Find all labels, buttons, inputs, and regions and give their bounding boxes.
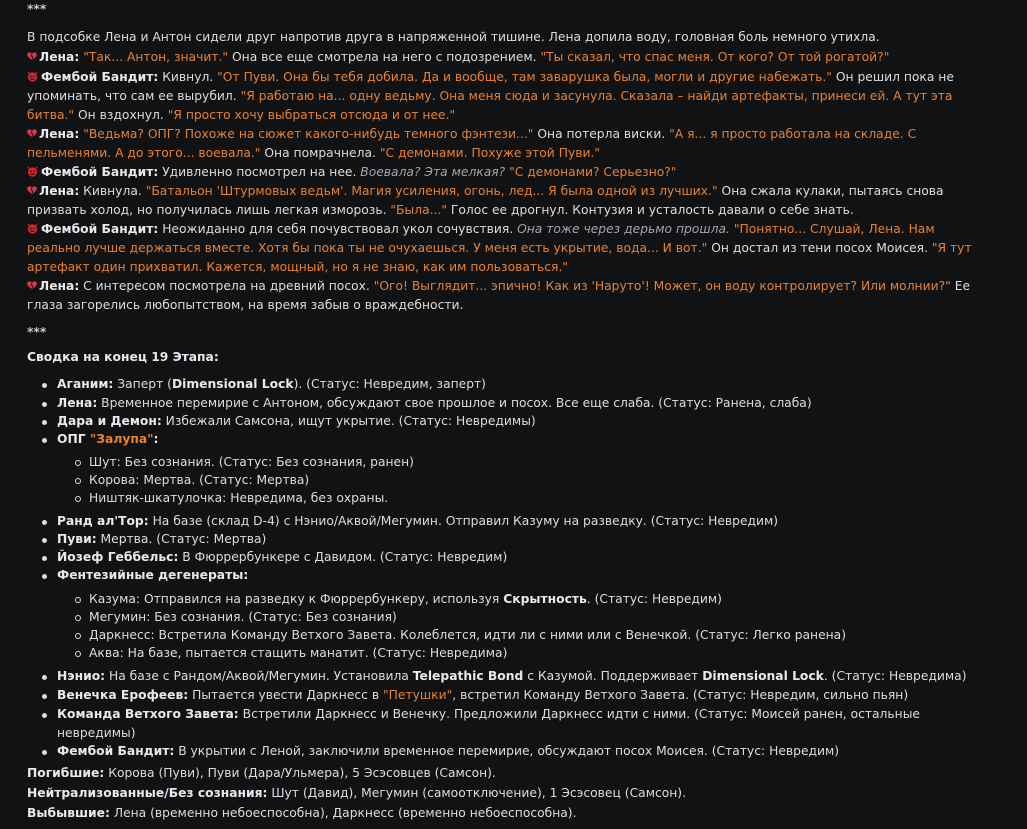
item-text: В Фюррербункере с Давидом. (Статус: Невредим) xyxy=(178,550,508,564)
devil-face-icon xyxy=(27,223,38,234)
item-bold: Скрытность xyxy=(503,592,587,606)
quote: "Была..." xyxy=(390,203,447,217)
item-colon: : xyxy=(153,432,159,446)
intro-paragraph: В подсобке Лена и Антон сидели друг напротив друга в напряженной тишине. Лена допила воду, головная боль немного утихла. xyxy=(27,30,880,44)
item-text: . (Статус: Невредима) xyxy=(823,669,967,683)
list-item-puvi xyxy=(27,530,778,548)
dialogue-lena-1 xyxy=(27,48,889,67)
narration: Кивнула. xyxy=(79,184,146,198)
item-text: Казума: Отправился на разведку к Фюррербункеру, используя xyxy=(89,592,504,606)
item-name: ОПГ xyxy=(57,432,90,446)
list-item-lena xyxy=(27,394,812,412)
item-name: Йозеф Геббельс: xyxy=(57,550,179,564)
item-bold: Dimensional Lock xyxy=(171,377,294,391)
narration: Он решил пока не xyxy=(831,70,954,84)
sub-item: Шут: Без сознания. (Статус: Без сознания, ранен) xyxy=(27,453,414,471)
item-text: Корова (Пуви), Пуви (Дара/Ульмера), 5 Эсэсовцев (Самсон). xyxy=(104,766,496,780)
item-name: Выбывшие: xyxy=(27,806,110,820)
item-name: Ранд ал'Тор: xyxy=(57,514,149,528)
sub-item: Ништяк-шкатулочка: Невредима, без охраны. xyxy=(27,489,414,507)
list-item-opg xyxy=(27,430,812,454)
sub-item: Корова: Мертва. (Статус: Мертва) xyxy=(27,471,414,489)
speaker-lena: Лена: xyxy=(39,279,80,293)
broken-heart-icon xyxy=(27,129,37,138)
quote: "Батальон 'Штурмовых ведьм'. Магия усиления, огонь, лед... Я была одной из лучших." xyxy=(145,184,718,198)
quote: артефакт один прихватил. Кажется, мощный, но я не знаю, как им пользоваться." xyxy=(27,260,569,274)
narration: призвать холод, но получилась лишь легкая изморозь. xyxy=(27,203,391,217)
sub-item-kazuma xyxy=(27,590,846,608)
devil-face-icon xyxy=(27,166,38,177)
quote: "Ты сказал, что спас меня. От кого? От той рогатой?" xyxy=(540,50,890,64)
list-item-nenio xyxy=(27,667,967,686)
narration: Она сжала кулаки, пытаясь снова xyxy=(717,184,944,198)
summary-list-3 xyxy=(27,667,967,761)
narration: Неожиданно для себя почувствовал укол сочувствия. xyxy=(158,222,518,236)
item-text: Шут (Давид), Мегумин (самоотключение), 1 Эсэсовец (Самсон). xyxy=(267,786,686,800)
dialogue-lena-2-cont xyxy=(27,144,600,163)
speaker-lena: Лена: xyxy=(39,50,80,64)
item-text: Избежали Самсона, ищут укрытие. (Статус: Невредимы) xyxy=(161,414,536,428)
separator-top: *** xyxy=(27,2,47,16)
item-name: Венечка Ерофеев: xyxy=(57,688,189,702)
list-item-venechka xyxy=(27,686,967,705)
quote: "От Пуви. Она бы тебя добила. Да и вообще, там заварушка была, могли и другие набежать." xyxy=(217,70,832,84)
item-text: В укрытии с Леной, заключили временное перемирие, обсуждают посох Моисея. (Статус: Невредим) xyxy=(174,744,840,758)
dead-line xyxy=(27,764,496,783)
quote: "С демонами? Серьезно?" xyxy=(509,165,677,179)
narration: Ее xyxy=(950,279,971,293)
list-item-aganim xyxy=(27,375,812,394)
item-text: Лена (временно небоеспособна), Даркнесс (временно небоеспособна). xyxy=(109,806,577,820)
fantasy-sublist xyxy=(27,590,846,662)
quote: "С демонами. Похуже этой Пуви." xyxy=(379,146,601,160)
narration: Она потерла виски. xyxy=(533,127,670,141)
narration: Кивнул. xyxy=(158,70,218,84)
dialogue-femboy-1 xyxy=(27,68,954,87)
item-name: Аганим: xyxy=(57,377,114,391)
item-name: Лена: xyxy=(57,396,98,410)
summary-heading: Сводка на конец 19 Этапа: xyxy=(27,350,219,364)
narration: Она помрачнела. xyxy=(260,146,380,160)
item-text: . (Статус: Невредим) xyxy=(586,592,722,606)
narration: С интересом посмотрела на древний посох. xyxy=(79,279,374,293)
narration: Удивленно посмотрел на нее. xyxy=(158,165,361,179)
quote: "Я тут xyxy=(931,241,972,255)
item-name: Погибшие: xyxy=(27,766,105,780)
dialogue-femboy-3 xyxy=(27,220,935,239)
narration: глаза загорелись любопытством, на время забыв о враждебности. xyxy=(27,298,464,312)
thought: Она тоже через дерьмо прошла. xyxy=(517,222,730,236)
item-name: Пуви: xyxy=(57,532,97,546)
dialogue-femboy-1-cont2 xyxy=(27,106,455,125)
item-text: Временное перемирие с Антоном, обсуждают свое прошлое и посох. Все еще слаба. (Статус: Ранена, слаба) xyxy=(97,396,812,410)
dialogue-lena-2 xyxy=(27,125,916,144)
broken-heart-icon xyxy=(27,52,37,61)
item-text: ). (Статус: Невредим, заперт) xyxy=(293,377,486,391)
dialogue-lena-3-cont xyxy=(27,201,854,220)
quote: битва." xyxy=(27,108,75,122)
list-item-rand xyxy=(27,512,778,530)
item-text: Мертва. (Статус: Мертва) xyxy=(96,532,267,546)
list-item-team xyxy=(27,705,967,742)
dialogue-femboy-1-cont xyxy=(27,87,952,106)
speaker-femboy: Фембой Бандит: xyxy=(41,165,159,179)
item-text: Встретили Даркнесс и Венечку. Предложили Даркнесс идти с ними. (Статус: Моисей ранен, остальные xyxy=(238,707,920,721)
item-text: На базе (склад D-4) с Нэнио/Аквой/Мегумин. Отправил Казуму на разведку. (Статус: Невредим) xyxy=(148,514,779,528)
speaker-femboy: Фембой Бандит: xyxy=(41,70,159,84)
dialogue-lena-4-cont xyxy=(27,296,463,315)
narration: Он достал из тени посох Моисея. xyxy=(707,241,932,255)
narration: упоминать, что сам ее вырубил. xyxy=(27,89,241,103)
speaker-lena: Лена: xyxy=(39,127,80,141)
list-item-femboy xyxy=(27,742,967,761)
item-name: Фембой Бандит: xyxy=(57,744,175,758)
sub-item: Даркнесс: Встретила Команду Ветхого Завета. Колеблется, идти ли с ними или с Венечкой. (Статус: Легко ранена) xyxy=(27,626,846,644)
quote: "Так... Антон, значит." xyxy=(83,50,229,64)
summary-list-2 xyxy=(27,512,778,584)
item-name: Нейтрализованные/Без сознания: xyxy=(27,786,268,800)
item-text: невредимы) xyxy=(57,726,136,740)
summary-list xyxy=(27,375,812,454)
list-item-josef xyxy=(27,548,778,566)
item-quote: "Залупа" xyxy=(89,432,154,446)
item-name: Дара и Демон: xyxy=(57,414,162,428)
quote: "Я работаю на... одну ведьму. Она меня сюда и засунула. Сказала – найди артефакты, принеси ей. А тут эта xyxy=(240,89,953,103)
quote: "Ведьма? ОПГ? Похоже на сюжет какого-нибудь темного фэнтези..." xyxy=(83,127,534,141)
item-bold: Dimensional Lock xyxy=(702,669,824,683)
speaker-lena: Лена: xyxy=(39,184,80,198)
quote: "Я просто хочу выбраться отсюда и от нее." xyxy=(167,108,456,122)
item-quote: "Петушки" xyxy=(383,688,453,702)
separator-bottom: *** xyxy=(27,325,47,339)
quote: "Ого! Выглядит... эпично! Как из 'Наруто'! Может, он воду контролирует? Или молнии?" xyxy=(373,279,951,293)
item-text: Пытается увести Даркнесс в xyxy=(188,688,383,702)
speaker-femboy: Фембой Бандит: xyxy=(41,222,159,236)
quote: пельменями. А до этого... воевала." xyxy=(27,146,261,160)
sub-item: Аква: На базе, пытается стащить манатит. (Статус: Невредима) xyxy=(27,644,846,662)
dialogue-lena-3 xyxy=(27,182,944,201)
list-item-fantasy xyxy=(27,566,778,584)
devil-face-icon xyxy=(27,71,38,82)
item-text: с Казумой. Поддерживает xyxy=(523,669,703,683)
item-name: Нэнио: xyxy=(57,669,106,683)
item-text: На базе с Рандом/Аквой/Мегумин. Установила xyxy=(105,669,413,683)
item-name: Фентезийные дегенераты: xyxy=(57,568,249,582)
broken-heart-icon xyxy=(27,186,37,195)
quote: реально лучше держаться вместе. Хотя бы пока ты не очухаешься. У меня есть укрытие, вода... И вот." xyxy=(27,241,708,255)
dialogue-femboy-3-cont xyxy=(27,239,972,258)
dialogue-lena-4 xyxy=(27,277,970,296)
item-bold: Telepathic Bond xyxy=(412,669,524,683)
sub-item: Мегумин: Без сознания. (Статус: Без сознания) xyxy=(27,608,846,626)
quote: "Понятно... Слушай, Лена. Нам xyxy=(733,222,935,236)
out-line xyxy=(27,804,577,823)
narration: Голос ее дрогнул. Контузия и усталость давали о себе знать. xyxy=(447,203,854,217)
dialogue-femboy-2 xyxy=(27,163,676,182)
item-text: , встретил Команду Ветхого Завета. (Статус: Невредим, сильно пьян) xyxy=(452,688,909,702)
item-name: Команда Ветхого Завета: xyxy=(57,707,239,721)
thought: Воевала? Эта мелкая? xyxy=(360,165,506,179)
neutralized-line xyxy=(27,784,686,803)
dialogue-femboy-3-cont2 xyxy=(27,258,568,277)
narration: Он вздохнул. xyxy=(74,108,168,122)
opg-sublist xyxy=(27,453,414,507)
narration: Она все еще смотрела на него с подозрением. xyxy=(228,50,541,64)
broken-heart-icon xyxy=(27,281,37,290)
list-item-dara xyxy=(27,412,812,430)
quote: "А я... я просто работала на складе. С xyxy=(669,127,917,141)
item-text: Заперт ( xyxy=(113,377,172,391)
